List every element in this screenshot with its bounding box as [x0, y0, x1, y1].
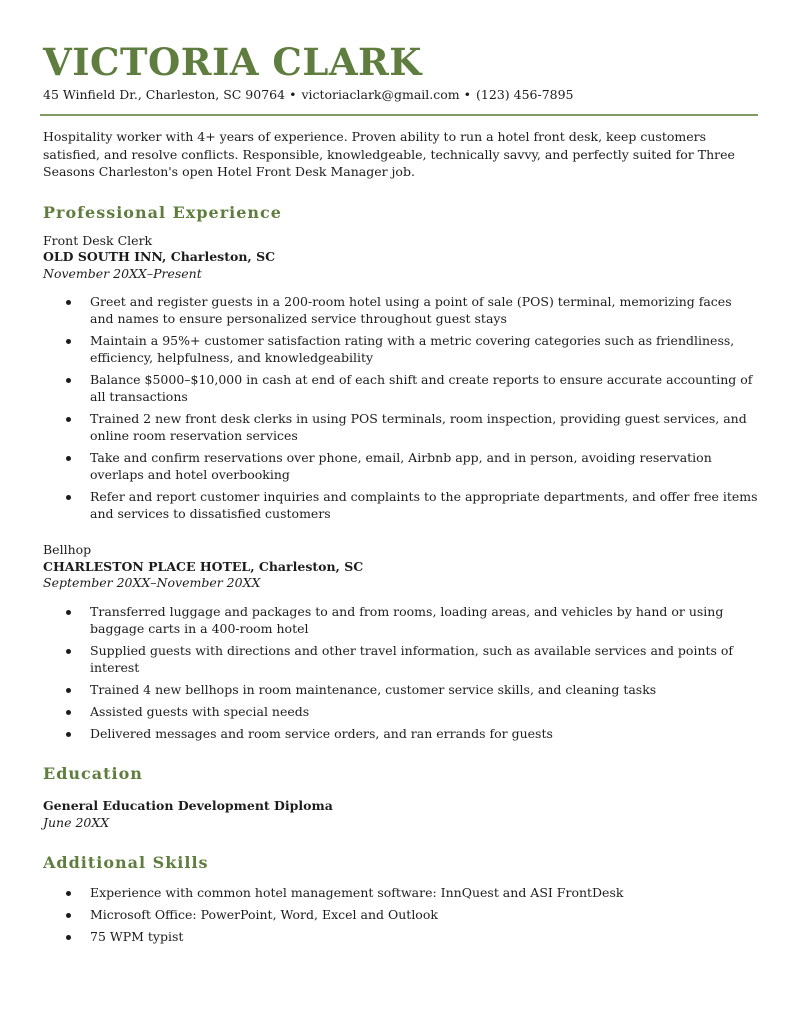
bullet-text: Trained 2 new front desk clerks in using POS terminals, room inspection, providing guest services, and online room reservation services: [90, 411, 747, 443]
skills-list: [43, 884, 758, 945]
bullet-text: Microsoft Office: PowerPoint, Word, Excel and Outlook: [90, 906, 438, 922]
separator-bullet: •: [289, 87, 297, 102]
education-entry: [43, 797, 758, 831]
bullet-text: 75 WPM typist: [90, 928, 184, 944]
experience-list: [43, 233, 758, 742]
bullet-text: Supplied guests with directions and other travel information, such as available services and points of interest: [90, 642, 734, 675]
bullet-icon: [66, 456, 71, 461]
bullet-icon: [66, 891, 71, 896]
bullet-icon: [66, 935, 71, 940]
education-heading: Education: [43, 763, 143, 783]
skills-heading: Additional Skills: [43, 852, 209, 872]
bullet-icon: [66, 339, 71, 344]
bullet-icon: [66, 649, 71, 654]
list-item: [43, 642, 758, 676]
bullet-text: Delivered messages and room service orders, and ran errands for guests: [90, 725, 553, 741]
job-company: OLD SOUTH INN, Charleston, SC: [43, 249, 276, 264]
job-title: Bellhop: [43, 542, 92, 557]
bullet-icon: [66, 732, 71, 737]
job-dates: September 20XX–November 20XX: [43, 575, 261, 590]
job-bullets: [43, 603, 758, 742]
degree: General Education Development Diploma: [43, 797, 333, 813]
bullet-text: Trained 4 new bellhops in room maintenance, customer service skills, and cleaning tasks: [90, 681, 657, 697]
header-divider: [40, 114, 758, 116]
job-entry: [43, 233, 758, 523]
resume-page: [43, 40, 758, 950]
bullet-text: Maintain a 95%+ customer satisfaction rating with a metric covering categories such as friendliness, efficiency, helpfulness, and knowledgeability: [90, 333, 735, 365]
list-item: [43, 725, 758, 742]
separator-bullet: •: [463, 87, 472, 102]
list-item: [43, 449, 758, 483]
bullet-text: Greet and register guests in a 200-room hotel using a point of sale (POS) terminal, memorizing faces and names to ensure personalized service throughout guest stays: [90, 294, 732, 326]
list-item: [43, 371, 758, 405]
list-item: [43, 703, 758, 720]
bullet-text: Transferred luggage and packages to and from rooms, loading areas, and vehicles by hand or using baggage carts in a 400-room hotel: [90, 603, 724, 636]
bullet-icon: [66, 688, 71, 693]
job-dates: November 20XX–Present: [43, 265, 202, 281]
list-item: [43, 906, 758, 923]
job-company: CHARLESTON PLACE HOTEL, Charleston, SC: [43, 558, 364, 574]
bullet-icon: [66, 913, 71, 918]
phone: (123) 456-7895: [476, 87, 574, 102]
bullet-text: Refer and report customer inquiries and complaints to the appropriate departments, and offer free items and services to dissatisfied customers: [90, 489, 758, 521]
job-bullets: [43, 293, 758, 522]
bullet-text: Assisted guests with special needs: [90, 703, 310, 719]
bullet-icon: [66, 417, 71, 422]
summary-paragraph: Hospitality worker with 4+ years of experience. Proven ability to run a hotel front desk, keep customers satisfied, and resolve conflicts. Responsible, knowledgeable, technically savvy, and perfectly suited for Three Seasons Charleston's open Hotel Front Desk Manager job.: [43, 129, 735, 179]
bullet-icon: [66, 610, 71, 615]
list-item: [43, 332, 758, 366]
candidate-name: VICTORIA CLARK: [43, 40, 422, 84]
job-entry: [43, 542, 758, 742]
email[interactable]: victoriaclark@gmail.com: [301, 87, 460, 102]
list-item: [43, 293, 758, 327]
degree-date: June 20XX: [43, 814, 110, 830]
bullet-icon: [66, 378, 71, 383]
list-item: [43, 488, 758, 522]
list-item: [43, 884, 758, 901]
list-item: [43, 681, 758, 698]
experience-heading: Professional Experience: [43, 202, 282, 222]
contact-line: [43, 86, 758, 104]
address: 45 Winfield Dr., Charleston, SC 90764: [43, 87, 286, 102]
list-item: [43, 410, 758, 444]
bullet-icon: [66, 710, 71, 715]
bullet-icon: [66, 300, 71, 305]
bullet-text: Experience with common hotel management software: InnQuest and ASI FrontDesk: [90, 884, 624, 900]
bullet-icon: [66, 495, 71, 500]
bullet-text: Take and confirm reservations over phone, email, Airbnb app, and in person, avoiding reservation overlaps and hotel overbooking: [90, 450, 712, 482]
job-title: Front Desk Clerk: [43, 232, 153, 248]
list-item: [43, 928, 758, 945]
list-item: [43, 603, 758, 637]
bullet-text: Balance $5000–$10,000 in cash at end of each shift and create reports to ensure accurate accounting of all transactions: [90, 372, 753, 404]
